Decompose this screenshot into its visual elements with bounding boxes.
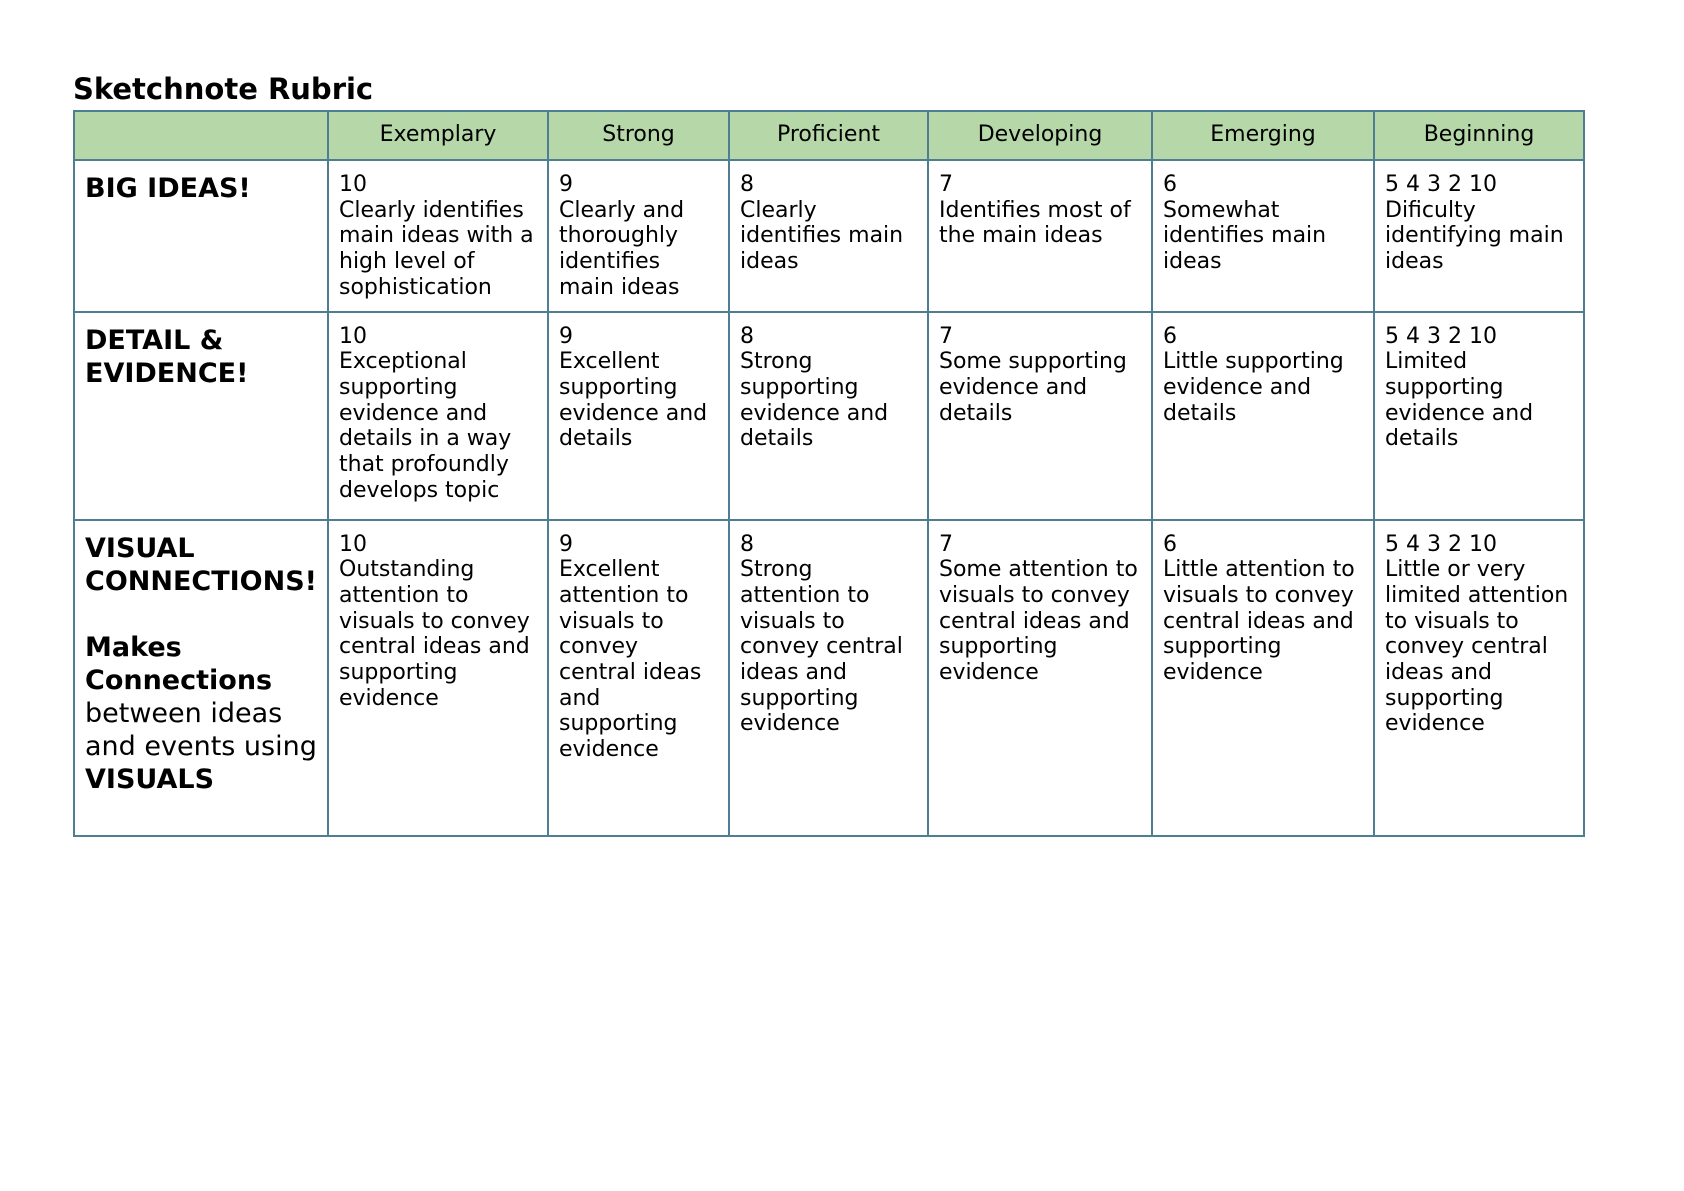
cell-score: 6 xyxy=(1163,531,1177,557)
cell-description: Little or very limited attention to visuals to convey central ideas and supporting evidence xyxy=(1385,557,1569,737)
cell-score: 5 4 3 2 10 xyxy=(1385,172,1497,197)
cell-score: 8 xyxy=(740,531,754,557)
rubric-cell xyxy=(1374,160,1584,312)
cell-description: Some attention to visuals to convey central ideas and supporting evidence xyxy=(939,557,1138,686)
rubric-cell xyxy=(548,520,729,836)
cell-score: 7 xyxy=(939,531,953,557)
rubric-table xyxy=(73,110,1585,837)
rubric-cell xyxy=(729,160,928,312)
rubric-cell xyxy=(729,520,928,836)
page-title: Sketchnote Rubric xyxy=(73,72,374,106)
header-row xyxy=(74,111,1584,160)
criterion-label: VISUAL CONNECTIONS! xyxy=(85,532,317,597)
cell-description: Dificulty identifying main ideas xyxy=(1385,197,1564,275)
rubric-cell xyxy=(928,312,1152,520)
rubric-cell xyxy=(1152,520,1374,836)
rubric-cell xyxy=(729,312,928,520)
cell-description: Identifies most of the main ideas xyxy=(939,197,1131,249)
cell-score: 6 xyxy=(1163,323,1177,349)
rubric-cell xyxy=(548,312,729,520)
cell-description: Clearly identifies main ideas with a high level of sophistication xyxy=(339,197,534,300)
cell-score: 10 xyxy=(339,172,367,197)
cell-score: 5 4 3 2 10 xyxy=(1385,531,1497,557)
cell-description: Some supporting evidence and details xyxy=(939,349,1127,426)
cell-description: Excellent attention to visuals to convey central ideas and supporting evidence xyxy=(559,557,702,763)
cell-score: 6 xyxy=(1163,172,1177,197)
cell-description: Outstanding attention to visuals to convey central ideas and supporting evidence xyxy=(339,557,530,711)
column-header-strong: Strong xyxy=(548,111,729,160)
cell-description: Somewhat identifies main ideas xyxy=(1163,197,1327,275)
cell-description: Clearly identifies main ideas xyxy=(740,197,904,275)
cell-score: 9 xyxy=(559,323,573,349)
criterion-subtext-middle: between ideas and events using xyxy=(85,697,317,762)
cell-score: 5 4 3 2 10 xyxy=(1385,323,1497,349)
column-header-beginning: Beginning xyxy=(1374,111,1584,160)
rubric-cell xyxy=(928,520,1152,836)
column-header-emerging: Emerging xyxy=(1152,111,1374,160)
rubric-cell xyxy=(328,160,548,312)
cell-description: Clearly and thoroughly identifies main ideas xyxy=(559,197,685,300)
cell-description: Little supporting evidence and details xyxy=(1163,349,1344,426)
rubric-cell xyxy=(1374,312,1584,520)
criterion-subtext-lead: Makes Connections xyxy=(85,631,273,696)
column-header-developing: Developing xyxy=(928,111,1152,160)
column-header-exemplary: Exemplary xyxy=(328,111,548,160)
rubric-cell xyxy=(328,312,548,520)
cell-score: 10 xyxy=(339,323,367,349)
rubric-cell xyxy=(1152,160,1374,312)
cell-description: Strong supporting evidence and details xyxy=(740,349,889,452)
table-row xyxy=(74,312,1584,520)
cell-description: Little attention to visuals to convey central ideas and supporting evidence xyxy=(1163,557,1355,686)
rubric-cell xyxy=(928,160,1152,312)
criterion-label: BIG IDEAS! xyxy=(85,173,251,204)
cell-score: 7 xyxy=(939,172,953,197)
table-row xyxy=(74,520,1584,836)
cell-description: Excellent supporting evidence and details xyxy=(559,349,708,452)
rubric-cell xyxy=(548,160,729,312)
criterion-subtext xyxy=(85,631,317,796)
cell-score: 9 xyxy=(559,172,573,197)
header-corner-cell xyxy=(74,111,328,160)
cell-description: Strong attention to visuals to convey central ideas and supporting evidence xyxy=(740,557,903,737)
cell-score: 10 xyxy=(339,531,367,557)
column-header-proficient: Proficient xyxy=(729,111,928,160)
rubric-cell xyxy=(1374,520,1584,836)
criterion-cell xyxy=(74,160,328,312)
rubric-cell xyxy=(328,520,548,836)
cell-score: 8 xyxy=(740,323,754,349)
criterion-cell xyxy=(74,312,328,520)
cell-description: Exceptional supporting evidence and details in a way that profoundly develops topic xyxy=(339,349,512,503)
rubric-cell xyxy=(1152,312,1374,520)
table-row xyxy=(74,160,1584,312)
criterion-subtext-tail: VISUALS xyxy=(85,763,215,795)
cell-score: 7 xyxy=(939,323,953,349)
criterion-cell xyxy=(74,520,328,836)
criterion-label: DETAIL & EVIDENCE! xyxy=(85,324,249,389)
cell-score: 9 xyxy=(559,531,573,557)
cell-description: Limited supporting evidence and details xyxy=(1385,349,1534,452)
cell-score: 8 xyxy=(740,172,754,197)
